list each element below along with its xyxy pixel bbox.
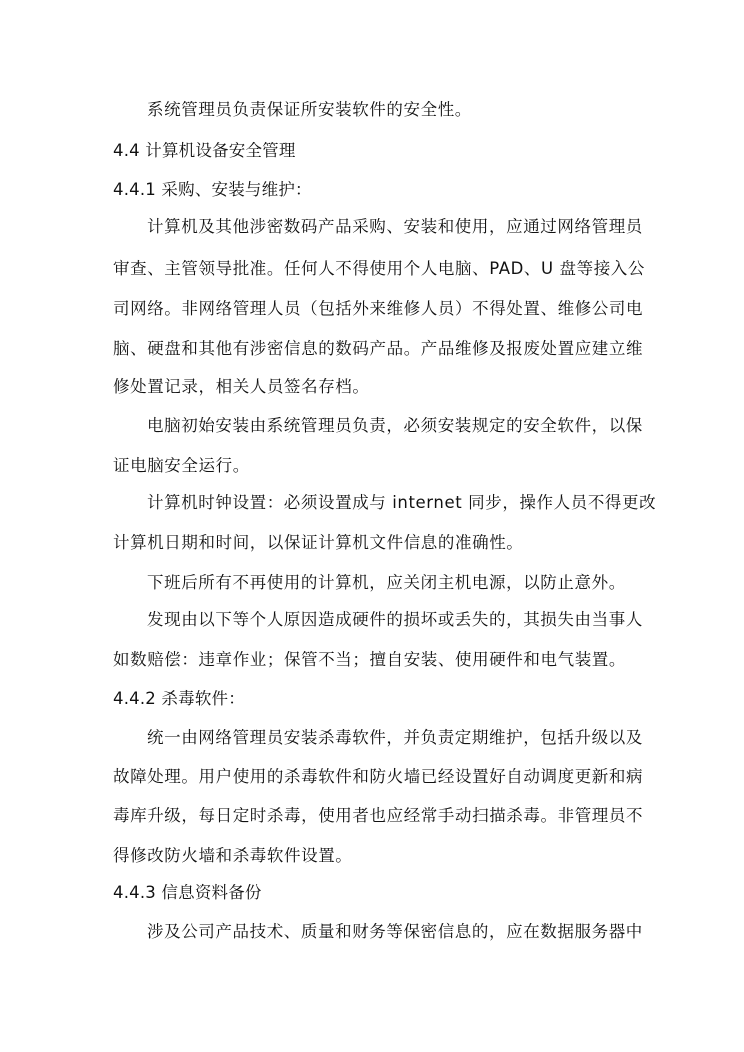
paragraph-line: 脑、硬盘和其他有涉密信息的数码产品。产品维修及报废处置应建立维 xyxy=(113,339,644,358)
paragraph-line: 得修改防火墙和杀毒软件设置。 xyxy=(113,846,353,865)
paragraph-line: 计算机时钟设置：必须设置成与 internet 同步，操作人员不得更改 xyxy=(147,493,657,512)
section-heading-4-4-2: 4.4.2 杀毒软件： xyxy=(113,689,245,708)
paragraph-line: 如数赔偿：违章作业；保管不当；擅自安装、使用硬件和电气装置。 xyxy=(113,650,626,669)
section-heading-4-4-3: 4.4.3 信息资料备份 xyxy=(113,883,262,902)
paragraph-line: 审查、主管领导批准。任何人不得使用个人电脑、PAD、U 盘等接入公 xyxy=(113,259,646,278)
paragraph-line: 涉及公司产品技术、质量和财务等保密信息的，应在数据服务器中 xyxy=(147,922,643,941)
paragraph-line: 下班后所有不再使用的计算机，应关闭主机电源，以防止意外。 xyxy=(147,573,626,592)
section-heading-4-4-1: 4.4.1 采购、安装与维护： xyxy=(113,180,312,199)
paragraph-line: 毒库升级，每日定时杀毒，使用者也应经常手动扫描杀毒。非管理员不 xyxy=(113,806,644,825)
paragraph-line: 系统管理员负责保证所安装软件的安全性。 xyxy=(147,100,472,119)
paragraph-line: 计算机日期和时间，以保证计算机文件信息的准确性。 xyxy=(113,533,524,552)
paragraph-line: 发现由以下等个人原因造成硬件的损坏或丢失的，其损失由当事人 xyxy=(147,610,643,629)
paragraph-line: 司网络。非网络管理人员（包括外来维修人员）不得处置、维修公司电 xyxy=(113,299,644,318)
paragraph-line: 修处置记录，相关人员签名存档。 xyxy=(113,377,370,396)
paragraph-line: 统一由网络管理员安装杀毒软件，并负责定期维护，包括升级以及 xyxy=(147,728,643,747)
paragraph-line: 计算机及其他涉密数码产品采购、安装和使用，应通过网络管理员 xyxy=(147,217,643,236)
paragraph-line: 证电脑安全运行。 xyxy=(113,456,250,475)
paragraph-line: 故障处理。用户使用的杀毒软件和防火墙已经设置好自动调度更新和病 xyxy=(113,767,644,786)
section-heading-4-4: 4.4 计算机设备安全管理 xyxy=(113,141,296,160)
paragraph-line: 电脑初始安装由系统管理员负责，必须安装规定的安全软件，以保 xyxy=(147,416,643,435)
